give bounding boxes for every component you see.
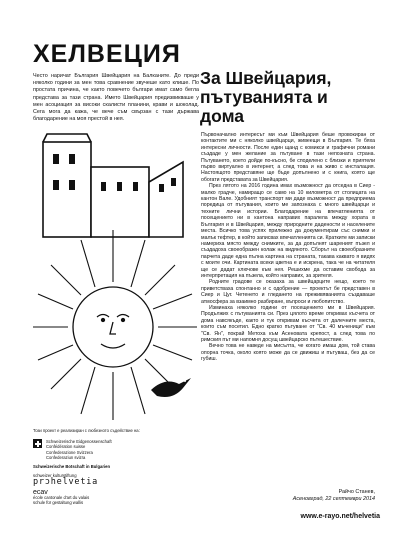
sponsor-line: école cantonale d'art du valais <box>33 494 90 500</box>
embassy-name: Schweizerische Botschaft in Bulgarien <box>33 464 111 470</box>
bird-drawing <box>151 378 191 397</box>
place-date: Асеновград, 22 септември 2014 <box>292 496 375 502</box>
body-paragraph: Първоначално интересът ми към Швейцария беше провокиран от контактите ми с няколко швейцарци, живеещи в България. Те бяха интересни личности. После един щанд с комикси и графични романи създаде у мен желание за пътуване в тази непозната страна. Пътуването, което дойде по-късно, бе споделено с близки и приятели първо виртуално в интернет, а след това и на живо с инсталация. Настоящото представяне ще бъде допълнено и с книга, която ще обогати представата за Швейцария. <box>201 132 375 183</box>
sponsor-line: Schweizerische Eidgenossenschaft <box>46 439 112 445</box>
swiss-cross-icon <box>33 439 42 448</box>
body-paragraph: През лятото на 2016 година имах възможност да отседна в Сиер - малко градче, намиращо се само на 10 километра от столицата на кантон Вале. Удобният транспорт ми дадe възможност да предприема поредица от пътувания, които ме запознаха с много швейцарци и техните лични истории. Благодарение на впечатленията от посещението ни в кантона направих паралела между хората в България и в Швейцария, между природните дадености и населените места. Всичко това успях прилежно да документирам със снимки и малък тефтер, в който записвах впечатленията си. Кратките ми записки намериха място между снимките, за да допълнят шареният пъзел и създадоха своеобразен колаж на видяното. Сборът на своеобразните парчета даде една пълна картина на страната, такава каквато я видях с моите очи. Картината всеки цветна е и искрена, така че на читателя ще се дадат ключове към нея. Решихме да оставим свобода за интерпретация на пъзела, който направих, за зрителя. <box>201 183 375 279</box>
sponsor-block <box>33 428 153 505</box>
sun-castle-illustration <box>33 122 197 425</box>
sponsor-line: Confederaziun svizra <box>46 454 86 460</box>
masthead-title: ХЕЛВЕЦИЯ <box>33 40 181 68</box>
prohelvetia-logo: prɔhelvetia <box>33 477 99 488</box>
lead-paragraph: Често наричат България Швейцария на Балканите. До преди няколко години за мен това сравнение звучеше като клише. По простата причина, че както повечето българи имат само бегла представа за тази страна. Името Швейцария предизвикваше у мен асоциация за високи скалисти планини, крави и шоколад. Сега мога да кажа, че вече съм свързан с тази държава благодарение на моя престой в нея. <box>33 73 199 123</box>
article-body <box>201 132 375 363</box>
swiss-confederation-logo <box>33 439 153 460</box>
article-headline: За Швейцария, пътуванията и дома <box>200 68 332 126</box>
body-paragraph: Вечно това не наведе на мисълта, че когато имаш дом, той става опорна точка, около която може да се движиш и пътуваш, без да се губиш. <box>201 343 375 363</box>
signature-block <box>201 489 375 503</box>
ecav-logo: ecav <box>33 488 48 496</box>
culture-foundation: schweizer kulturstiftung <box>33 473 77 479</box>
website-url[interactable]: www.e-rayo.net/helvetia <box>300 513 380 520</box>
body-paragraph: Родните градове се оказаха за швейцарците нещо, което те приветстваха спонтанно и с одобрение — проектът бе представен в Сиер и Цуг. Четенето и гледането на преживяванията създаваше атмосфера за взаимно разбиране, въпроси и любопитство. <box>201 279 375 305</box>
author-name: Райчо Станев, <box>338 489 375 495</box>
sponsor-line: schule für gestaltung wallis <box>33 500 84 506</box>
body-paragraph: Изминаха няколко години от посещението ми в Швейцария. Продължих с пътуванията си. През цялото време откривах късчета от дома навсякъде, както и тук откривам късчета от далечните места, които съм посетил. Едно кратко пътуване от "Св. 40 мъченици" към "Св. Ян", покрай Метоха към Асеновата крепост, а след това по римския път ми напомня досущ швейцарско пътешествие. <box>201 304 375 343</box>
sponsor-intro: Този проект е реализиран с любезното съдействие на: <box>33 428 140 433</box>
sponsor-line: Confederazione Svizzera <box>46 449 93 455</box>
sponsor-line: Confédération suisse <box>46 444 86 450</box>
